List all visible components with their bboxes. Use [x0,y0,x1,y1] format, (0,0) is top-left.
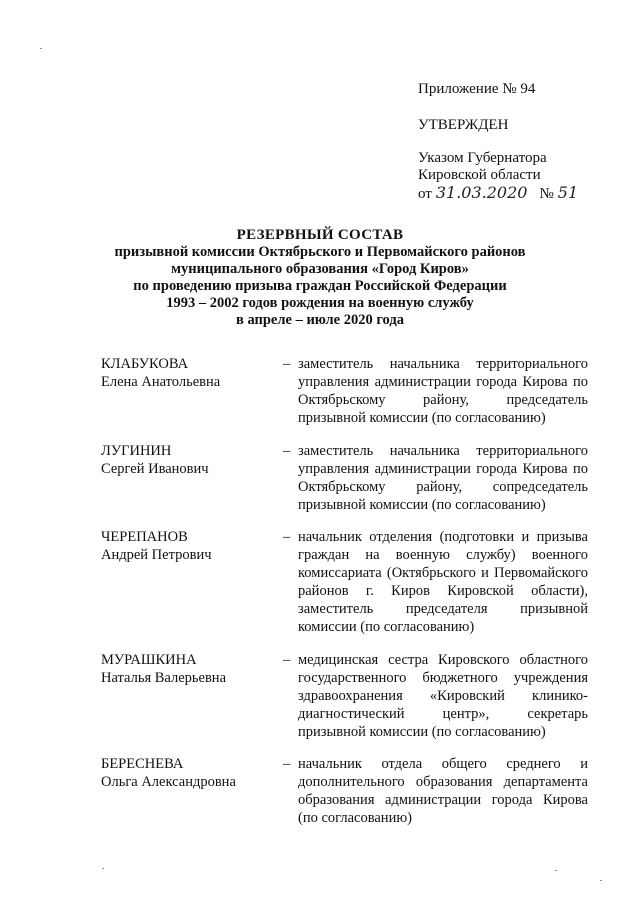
member-role: начальник отдела общего среднего и дополнительного образования департамента образования администрации города Кирова (по согласованию) [298,756,588,826]
member-name [101,528,271,564]
decree-block [418,150,578,203]
member-name [101,651,271,687]
member-dash: – [283,443,291,459]
document-title [80,227,560,329]
decree-date-line [418,184,578,203]
scan-speck [102,868,104,869]
member-name [101,442,271,478]
scan-speck [600,880,602,881]
member-given-name: Андрей Петрович [101,547,212,563]
title-line-4: 1993 – 2002 годов рождения на военную службу [166,295,474,311]
decree-line-1: Указом Губернатора [418,150,547,166]
title-line-5: в апреле – июле 2020 года [236,312,404,328]
decree-number-label: № [539,186,554,202]
member-name [101,355,271,391]
scan-speck [40,48,42,49]
title-main: РЕЗЕРВНЫЙ СОСТАВ [236,227,404,243]
decree-number: 51 [557,183,579,202]
member-given-name: Наталья Валерьевна [101,670,226,686]
member-surname: МУРАШКИНА [101,652,197,668]
member-given-name: Сергей Иванович [101,461,209,477]
member-role: заместитель начальника территориального управления администрации города Кирова по Октябрьскому району, сопредседатель призывной комиссии (по согласованию) [298,443,588,513]
scan-speck [555,870,557,871]
title-line-1: призывной комиссии Октябрьского и Первомайского районов [114,244,526,260]
decree-line-2: Кировской области [418,167,541,183]
member-given-name: Ольга Александровна [101,774,236,790]
title-line-2: муниципального образования «Город Киров» [171,261,469,277]
member-role: медицинская сестра Кировского областного государственного бюджетного учреждения здравоохранения «Кировский клинико-диагностический центр», секретарь призывной комиссии (по согласованию) [298,652,588,740]
decree-date: 31.03.2020 [435,183,528,202]
member-surname: БЕРЕСНЕВА [101,756,184,772]
decree-from: от [418,186,432,202]
member-surname: КЛАБУКОВА [101,356,189,372]
member-name [101,755,271,791]
appendix-number: Приложение № 94 [418,81,536,97]
member-surname: ЧЕРЕПАНОВ [101,529,188,545]
member-given-name: Елена Анатольевна [101,374,221,390]
member-dash: – [283,652,291,668]
member-role: заместитель начальника территориального управления администрации города Кирова по Октябрьскому району, председатель призывной комиссии (по согласованию) [298,356,588,426]
member-dash: – [283,529,291,545]
member-dash: – [283,756,291,772]
title-line-3: по проведению призыва граждан Российской Федерации [133,278,507,294]
member-role: начальник отделения (подготовки и призыва граждан на военную службу) военного комиссариата (Октябрьского и Первомайского районов г. Киров Кировской области), заместитель председателя призывной комиссии (по согласованию) [298,529,588,635]
approved-label: УТВЕРЖДЕН [418,117,509,133]
member-surname: ЛУГИНИН [101,443,172,459]
member-dash: – [283,356,291,372]
